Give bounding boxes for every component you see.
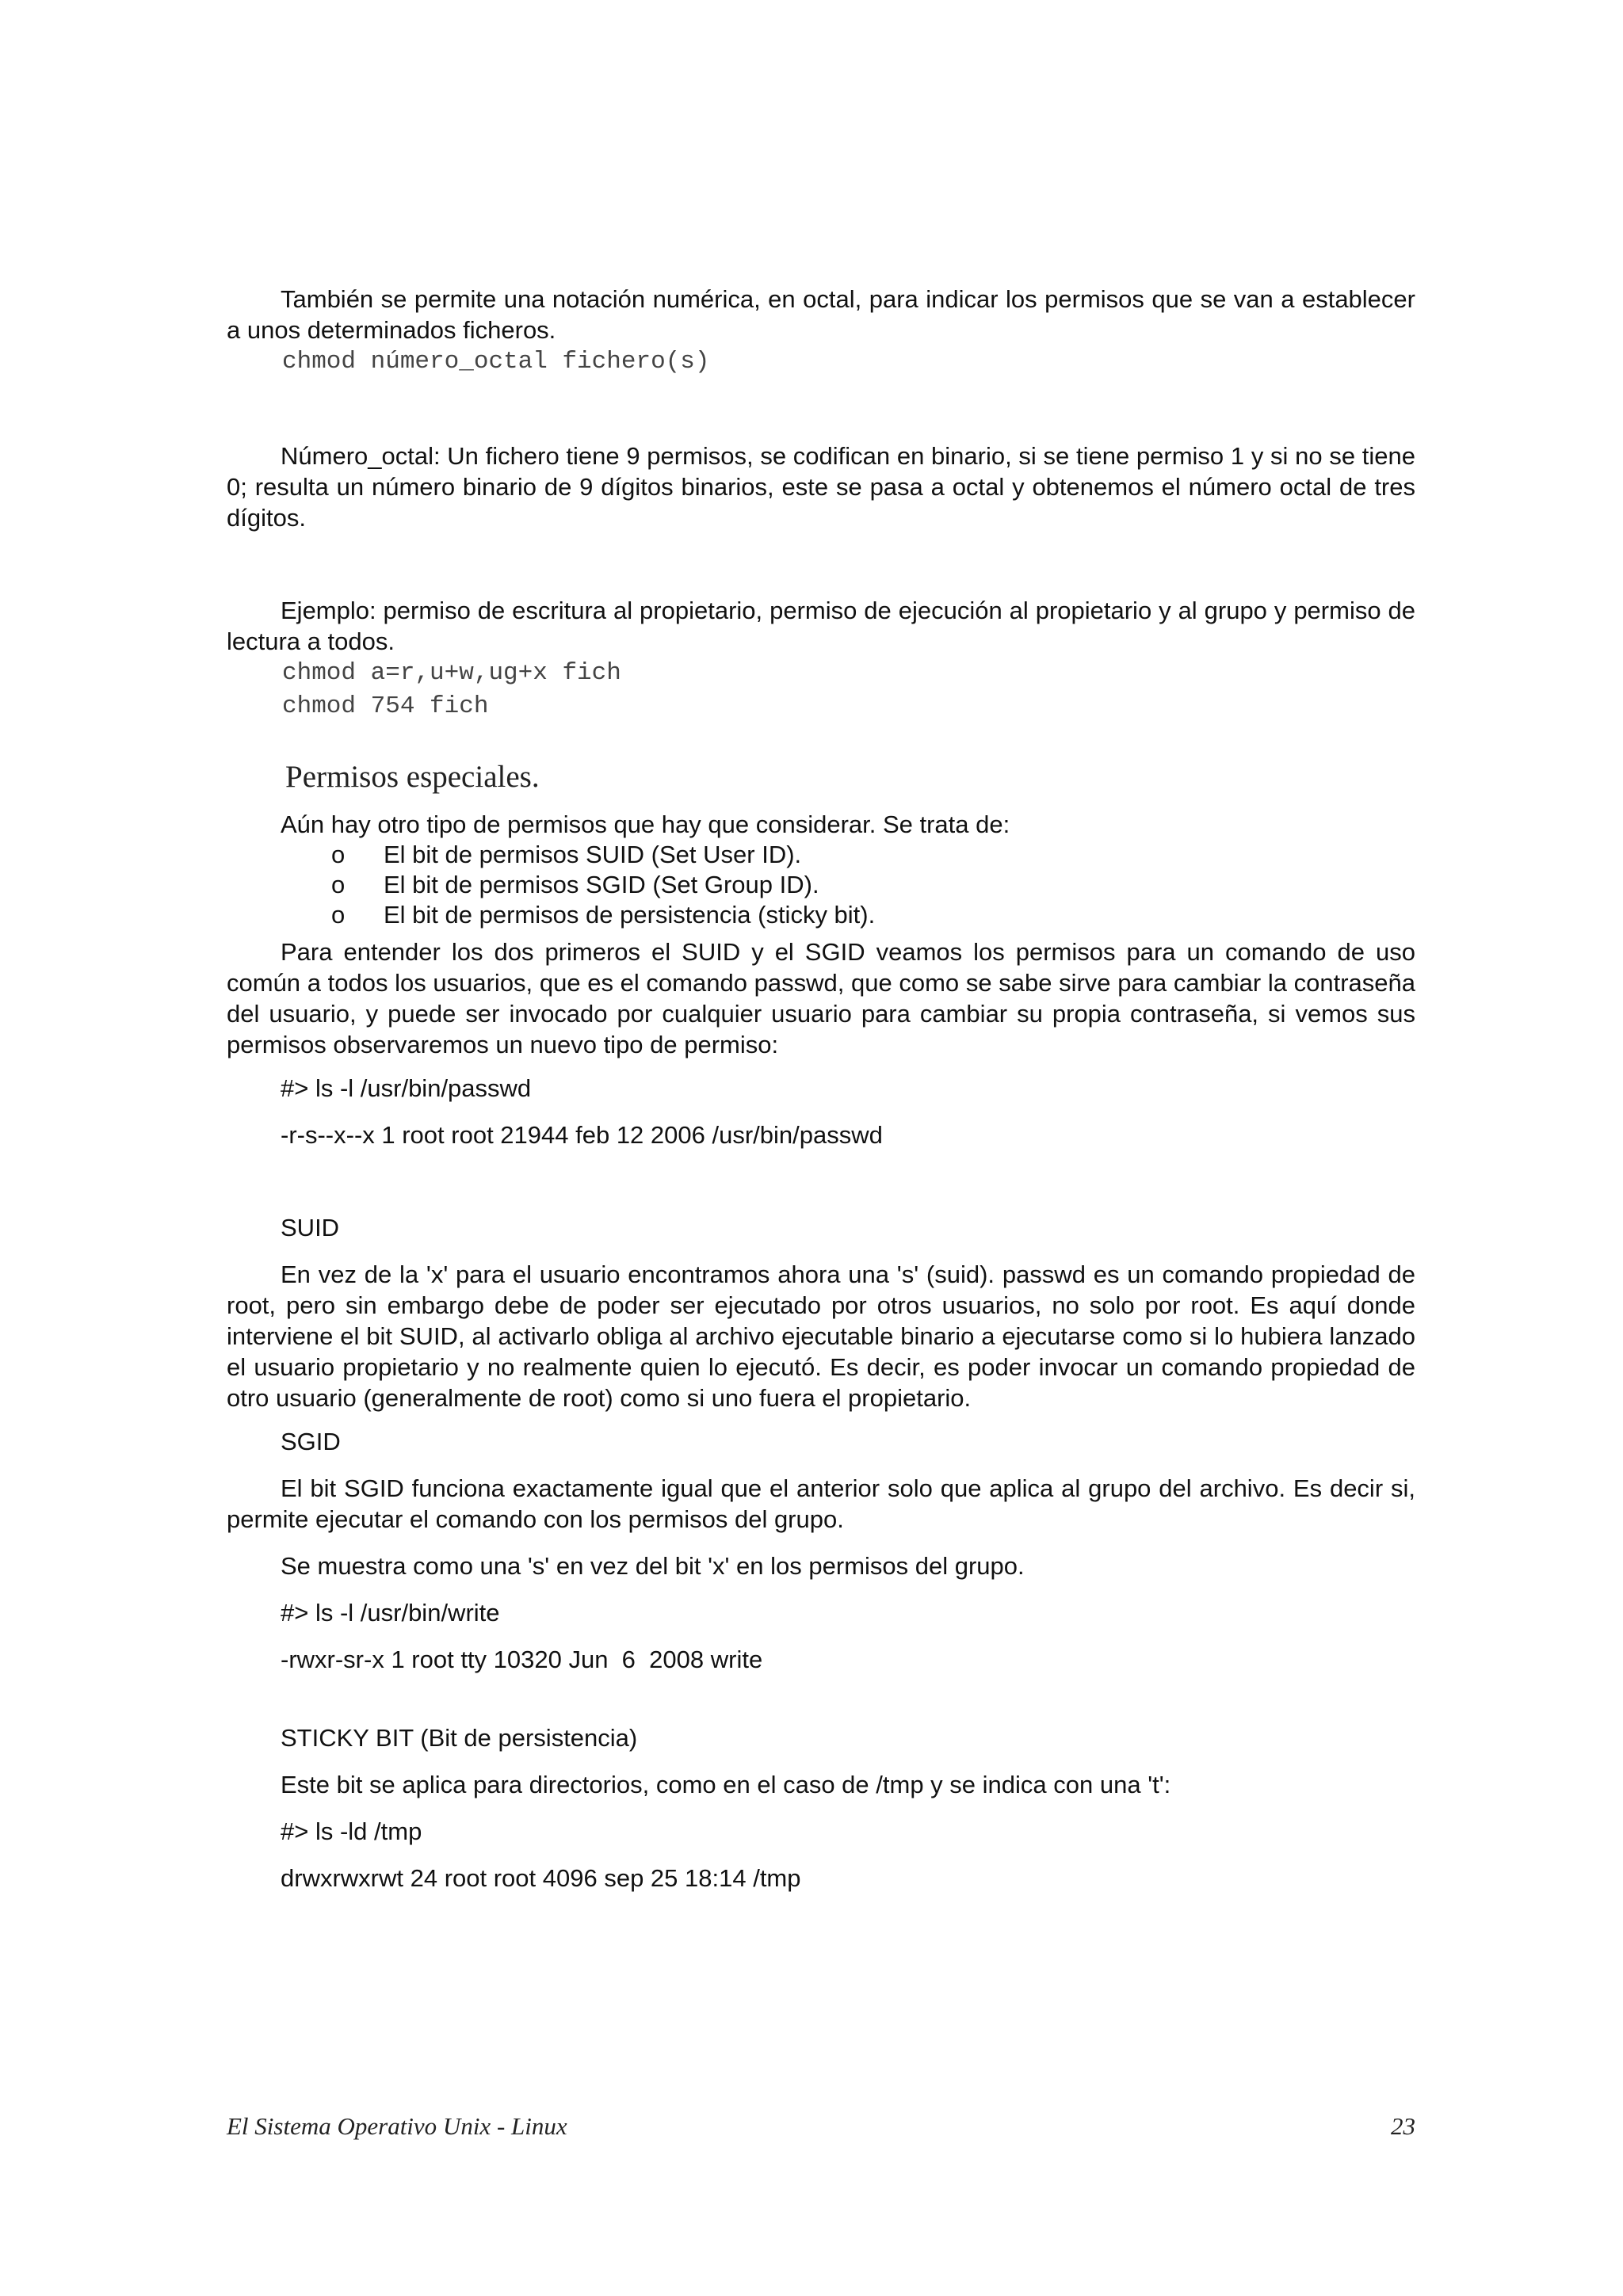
paragraph-ejemplo: Ejemplo: permiso de escritura al propietario, permiso de ejecución al propietario y al grupo y permiso de lectura a todos.	[227, 597, 1415, 655]
paragraph-passwd: Para entender los dos primeros el SUID y el SGID veamos los permisos para un comando de uso común a todos los usuarios, que es el comando passwd, que como se sabe sirve para cambiar la contraseña del usuario, y puede ser invocado por cualquier usuario para cambiar su propia contraseña, si vemos sus permisos observaremos un nuevo tipo de permiso:	[227, 938, 1415, 1058]
command-ls-tmp: #> ls -ld /tmp	[281, 1817, 422, 1845]
sticky-title: STICKY BIT (Bit de persistencia)	[281, 1724, 638, 1752]
paragraph-sgid-show: Se muestra como una 's' en vez del bit 'x' en los permisos del grupo.	[281, 1552, 1025, 1580]
suid-title: SUID	[281, 1214, 340, 1241]
paragraph-sgid: El bit SGID funciona exactamente igual que el anterior solo que aplica al grupo del archivo. Es decir si, permite ejecutar el comando con los permisos del grupo.	[227, 1474, 1415, 1533]
output-ls-write: -rwxr-sr-x 1 root tty 10320 Jun 6 2008 write	[281, 1646, 763, 1673]
bullet-icon: o	[331, 901, 346, 929]
list-item: o El bit de permisos de persistencia (sticky bit).	[331, 901, 876, 929]
code-chmod-octal: chmod número_octal fichero(s)	[282, 348, 710, 376]
paragraph-numero-octal: Número_octal: Un fichero tiene 9 permisos, se codifican en binario, si se tiene permiso 1 y si no se tiene 0; resulta un número binario de 9 dígitos binarios, este se pasa a octal y obtenemos el número octal de tres dígitos.	[227, 442, 1415, 532]
output-ls-passwd: -r-s--x--x 1 root root 21944 feb 12 2006 /usr/bin/passwd	[281, 1121, 883, 1149]
code-chmod-symbolic: chmod a=r,u+w,ug+x fich	[282, 659, 621, 687]
sgid-title: SGID	[281, 1428, 341, 1455]
bullet-icon: o	[331, 871, 346, 898]
command-ls-passwd: #> ls -l /usr/bin/passwd	[281, 1074, 532, 1102]
paragraph-intro: Aún hay otro tipo de permisos que hay que considerar. Se trata de:	[281, 810, 1010, 838]
code-chmod-754: chmod 754 fich	[282, 692, 489, 720]
section-heading: Permisos especiales.	[285, 760, 540, 794]
command-ls-write: #> ls -l /usr/bin/write	[281, 1599, 500, 1627]
list-item: o El bit de permisos SGID (Set Group ID).	[331, 871, 819, 898]
bullet-icon: o	[331, 841, 346, 868]
paragraph-octal-notation: También se permite una notación numérica, en octal, para indicar los permisos que se van a establecer a unos determinados ficheros.	[227, 285, 1415, 344]
page-number: 23	[1391, 2112, 1415, 2140]
list-item: o El bit de permisos SUID (Set User ID).	[331, 841, 802, 868]
paragraph-suid: En vez de la 'x' para el usuario encontramos ahora una 's' (suid). passwd es un comando propiedad de root, pero sin embargo debe de poder ser ejecutado por otros usuarios, no solo por root. Es aquí donde interviene el bit SUID, al activarlo obliga al archivo ejecutable binario a ejecutarse como si lo hubiera lanzado el usuario propietario y no realmente quien lo ejecutó. Es decir, es poder invocar un comando propiedad de otro usuario (generalmente de root) como si uno fuera el propietario.	[227, 1261, 1415, 1412]
page-content	[227, 284, 1415, 1894]
output-ls-tmp: drwxrwxrwt 24 root root 4096 sep 25 18:14 /tmp	[281, 1864, 801, 1892]
paragraph-sticky: Este bit se aplica para directorios, como en el caso de /tmp y se indica con una 't':	[281, 1771, 1171, 1798]
bullet-list	[227, 840, 1415, 930]
footer-title: El Sistema Operativo Unix - Linux	[227, 2112, 567, 2140]
